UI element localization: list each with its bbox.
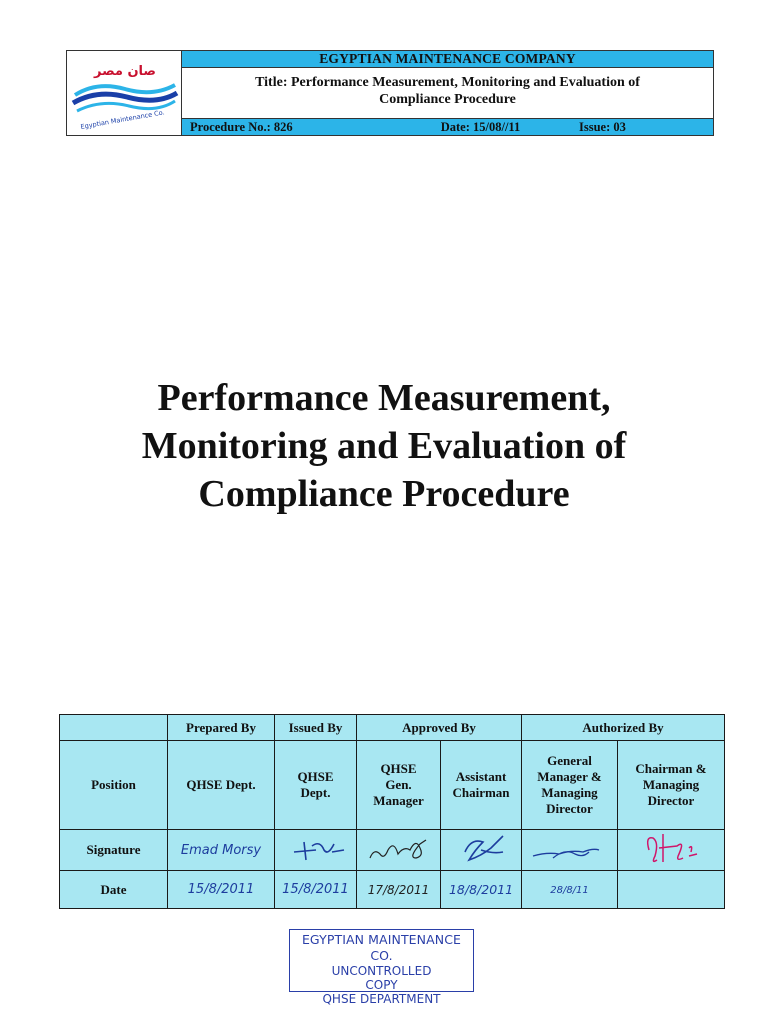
date-issued [275, 871, 357, 909]
position-approved-2-line: Chairman [452, 785, 510, 800]
header-prepared-by: Prepared By [168, 715, 275, 741]
date-prepared [168, 871, 275, 909]
header-issued-by: Issued By [275, 715, 357, 741]
issue-number: Issue: 03 [579, 120, 626, 134]
row-label-signature: Signature [60, 830, 168, 871]
position-prepared: QHSE Dept. [168, 741, 275, 830]
company-name: EGYPTIAN MAINTENANCE COMPANY [182, 51, 713, 68]
position-authorized-1-line: General [547, 753, 592, 768]
stamp-company: EGYPTIAN MAINTENANCE CO. [301, 932, 462, 963]
signature-authorized-2 [618, 830, 725, 871]
table-corner-cell [60, 715, 168, 741]
row-label-position: Position [60, 741, 168, 830]
position-authorized-2-line: Managing [642, 777, 700, 792]
document-info-bar [182, 118, 713, 135]
document-title [182, 68, 713, 118]
procedure-date: Date: 15/08//11 [440, 120, 521, 134]
logo-arabic-text: صان مصر [93, 64, 157, 79]
position-issued-line: Dept. [300, 785, 331, 800]
date-approved-1 [357, 871, 441, 909]
position-approved-1-line: Gen. [385, 777, 412, 792]
approval-table [59, 714, 725, 909]
stamp-uncontrolled: UNCONTROLLED [331, 964, 432, 978]
date-text: 15/8/2011 [282, 882, 349, 897]
document-title-line1: Title: Performance Measurement, Monitoring and Evaluation of [255, 75, 640, 90]
date-text: 28/8/11 [550, 884, 589, 896]
position-authorized-1-line: Director [546, 801, 593, 816]
document-header [66, 50, 714, 136]
stamp-department: QHSE DEPARTMENT [322, 992, 441, 1006]
handwritten-signature [358, 830, 440, 866]
main-title-line1: Performance Measurement, [157, 377, 611, 419]
stamp-copy: COPY [365, 978, 398, 992]
main-title-line3: Compliance Procedure [198, 473, 570, 515]
date-text: 17/8/2011 [367, 882, 430, 897]
date-authorized-1 [522, 871, 618, 909]
position-approved-1 [357, 741, 441, 830]
row-label-date: Date [60, 871, 168, 909]
document-title-line2: Compliance Procedure [379, 92, 516, 107]
header-approved-by: Approved By [357, 715, 522, 741]
handwritten-signature [619, 830, 724, 866]
signature-prepared [168, 830, 275, 871]
main-title [0, 374, 768, 518]
handwritten-signature [441, 830, 521, 866]
position-authorized-2-line: Chairman & [635, 761, 707, 776]
handwritten-signature [276, 830, 356, 866]
position-authorized-1 [522, 741, 618, 830]
uncontrolled-copy-stamp [289, 929, 474, 1006]
position-authorized-1-line: Managing [541, 785, 598, 800]
position-authorized-1-line: Manager & [537, 769, 602, 784]
signature-row [60, 830, 725, 871]
signature-authorized-1 [522, 830, 618, 871]
signature-approved-1 [357, 830, 441, 871]
position-row [60, 741, 725, 830]
position-approved-1-line: Manager [373, 793, 424, 808]
position-authorized-2-line: Director [647, 793, 695, 808]
table-header-row [60, 715, 725, 741]
date-approved-2 [441, 871, 522, 909]
date-text: 18/8/2011 [448, 881, 514, 897]
procedure-number: Procedure No.: 826 [190, 120, 293, 134]
signature-approved-2 [441, 830, 522, 871]
position-issued-line: QHSE [297, 769, 334, 784]
date-text: 15/8/2011 [187, 882, 255, 897]
signature-issued [275, 830, 357, 871]
position-authorized-2 [618, 741, 725, 830]
handwritten-signature [523, 830, 617, 866]
position-approved-1-line: QHSE [380, 761, 417, 776]
position-approved-2 [441, 741, 522, 830]
company-logo-graphic [67, 51, 181, 135]
position-issued [275, 741, 357, 830]
header-authorized-by: Authorized By [522, 715, 725, 741]
logo-english-text: Egyptian Maintenance Co. [79, 108, 166, 131]
company-logo [67, 51, 182, 135]
signature-text: Emad Morsy [180, 842, 262, 858]
position-approved-2-line: Assistant [455, 769, 507, 784]
date-row [60, 871, 725, 909]
date-authorized-2 [618, 871, 725, 909]
main-title-line2: Monitoring and Evaluation of [141, 425, 627, 467]
